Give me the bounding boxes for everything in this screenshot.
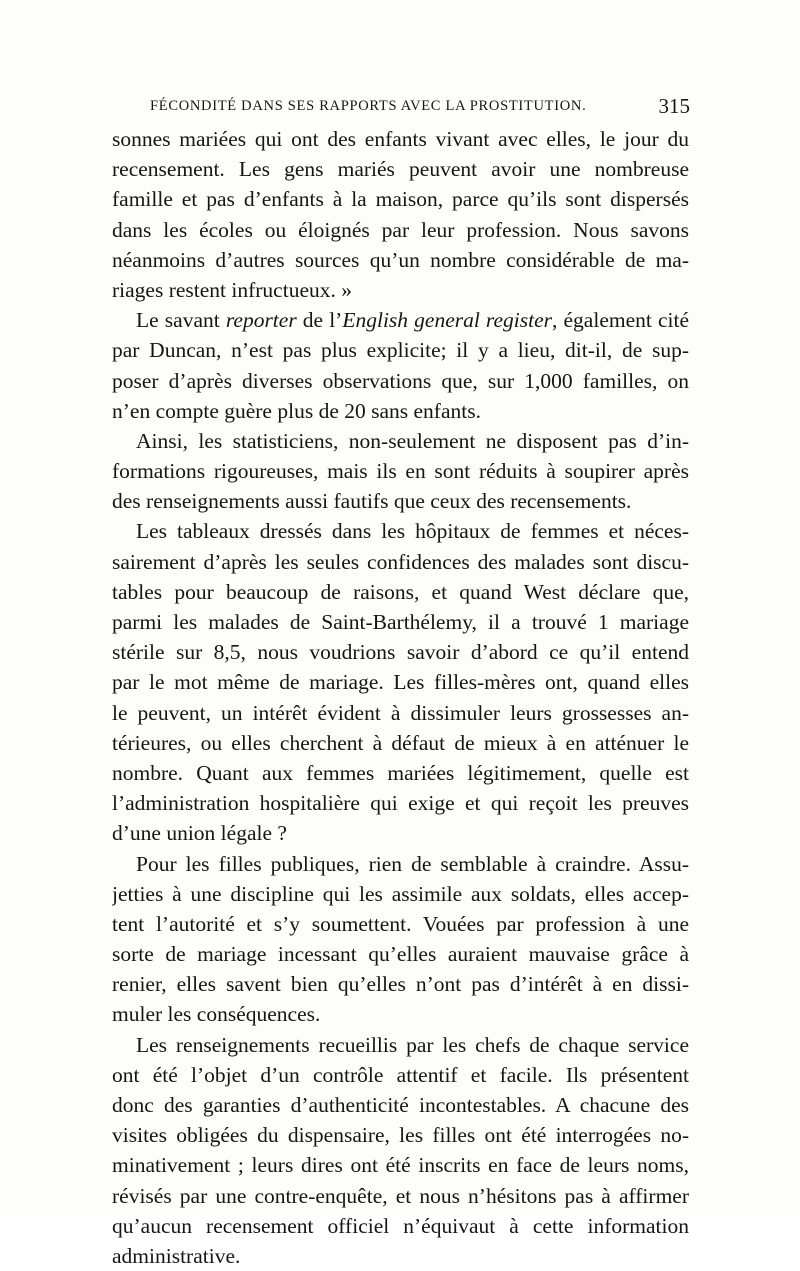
text-line: administrative.: [112, 1243, 241, 1268]
text-line: par Duncan, n’est pas plus explicite; il y a lieu, dit-il, de sup-: [112, 338, 689, 363]
body-text: [112, 124, 689, 1271]
text-line: d’une union légale ?: [112, 821, 287, 846]
italic-term-english-general-register: English general register: [342, 308, 553, 333]
text-line: qu’aucun recensement officiel n’équivaut à cette information: [112, 1213, 689, 1238]
text-line: Les tableaux dressés dans les hôpitaux de femmes et néces-: [136, 519, 689, 544]
italic-term-reporter: reporter: [225, 308, 297, 333]
text-fragment: Le savant: [136, 308, 226, 333]
text-line: tent l’autorité et s’y soumettent. Vouées par profession à une: [112, 911, 689, 936]
text-line: térieures, ou elles cherchent à défaut de mieux à en atténuer le: [112, 730, 689, 755]
text-line: sairement d’après les seules confidences des malades sont discu-: [112, 549, 689, 574]
text-line: Ainsi, les statisticiens, non-seulement ne disposent pas d’in-: [136, 428, 689, 453]
text-line: renier, elles savent bien qu’elles n’ont pas d’intérêt à en dissi-: [112, 972, 689, 997]
page-number: 315: [658, 94, 690, 118]
text-line: formations rigoureuses, mais ils en sont réduits à soupirer après: [112, 459, 689, 484]
text-line: révisés par une contre-enquête, et nous n’hésitons pas à affirmer: [112, 1183, 689, 1208]
text-line: sonnes mariées qui ont des enfants vivant avec elles, le jour du: [112, 127, 689, 151]
text-line: stérile sur 8,5, nous voudrions savoir d’abord ce qu’il entend: [112, 640, 689, 665]
text-line: nombre. Quant aux femmes mariées légitimement, quelle est: [112, 760, 689, 785]
text-line: Pour les filles publiques, rien de semblable à craindre. Assu-: [136, 851, 689, 876]
text-fragment: , également cité: [552, 308, 689, 333]
text-fragment: de l’: [296, 308, 343, 333]
text-line: visites obligées du dispensaire, les filles ont été interrogées no-: [112, 1123, 689, 1148]
text-line: dans les écoles ou éloignés par leur profession. Nous savons: [112, 217, 689, 242]
text-line: tables pour beaucoup de raisons, et quand West déclare que,: [112, 579, 689, 604]
text-line: parmi les malades de Saint-Barthélemy, il a trouvé 1 mariage: [112, 610, 689, 634]
text-line: l’administration hospitalière qui exige et qui reçoit les preuves: [112, 791, 689, 816]
running-title: FÉCONDITÉ DANS SES RAPPORTS AVEC LA PROSTITUTION.: [150, 98, 587, 114]
text-line: ont été l’objet d’un contrôle attentif et facile. Ils présentent: [112, 1062, 689, 1087]
text-line: jetties à une discipline qui les assimile aux soldats, elles accep-: [112, 881, 689, 906]
text-line: famille et pas d’enfants à la maison, parce qu’ils sont dispersés: [112, 187, 689, 212]
text-line: muler les conséquences.: [112, 1002, 321, 1027]
text-line: le peuvent, un intérêt évident à dissimuler leurs grossesses an-: [112, 700, 689, 725]
text-line: sorte de mariage incessant qu’elles auraient mauvaise grâce à: [112, 942, 689, 967]
running-head: [150, 94, 690, 122]
text-line: donc des garanties d’authenticité incontestables. A chacune des: [112, 1093, 689, 1117]
text-line: des renseignements aussi fautifs que ceux des recensements.: [112, 489, 632, 514]
text-line: néanmoins d’autres sources qu’un nombre considérable de ma-: [112, 247, 689, 272]
text-line: riages restent infructueux. »: [112, 277, 352, 302]
text-line: recensement. Les gens mariés peuvent avoir une nombreuse: [112, 157, 689, 182]
text-line: Les renseignements recueillis par les chefs de chaque service: [136, 1032, 689, 1057]
text-line: minativement ; leurs dires ont été inscrits en face de leurs noms,: [112, 1153, 689, 1178]
text-line: poser d’après diverses observations que, sur 1,000 familles, on: [112, 368, 689, 393]
text-line: [112, 305, 689, 335]
text-line: n’en compte guère plus de 20 sans enfants.: [112, 398, 481, 423]
text-line: par le mot même de mariage. Les filles-mères ont, quand elles: [112, 670, 689, 695]
